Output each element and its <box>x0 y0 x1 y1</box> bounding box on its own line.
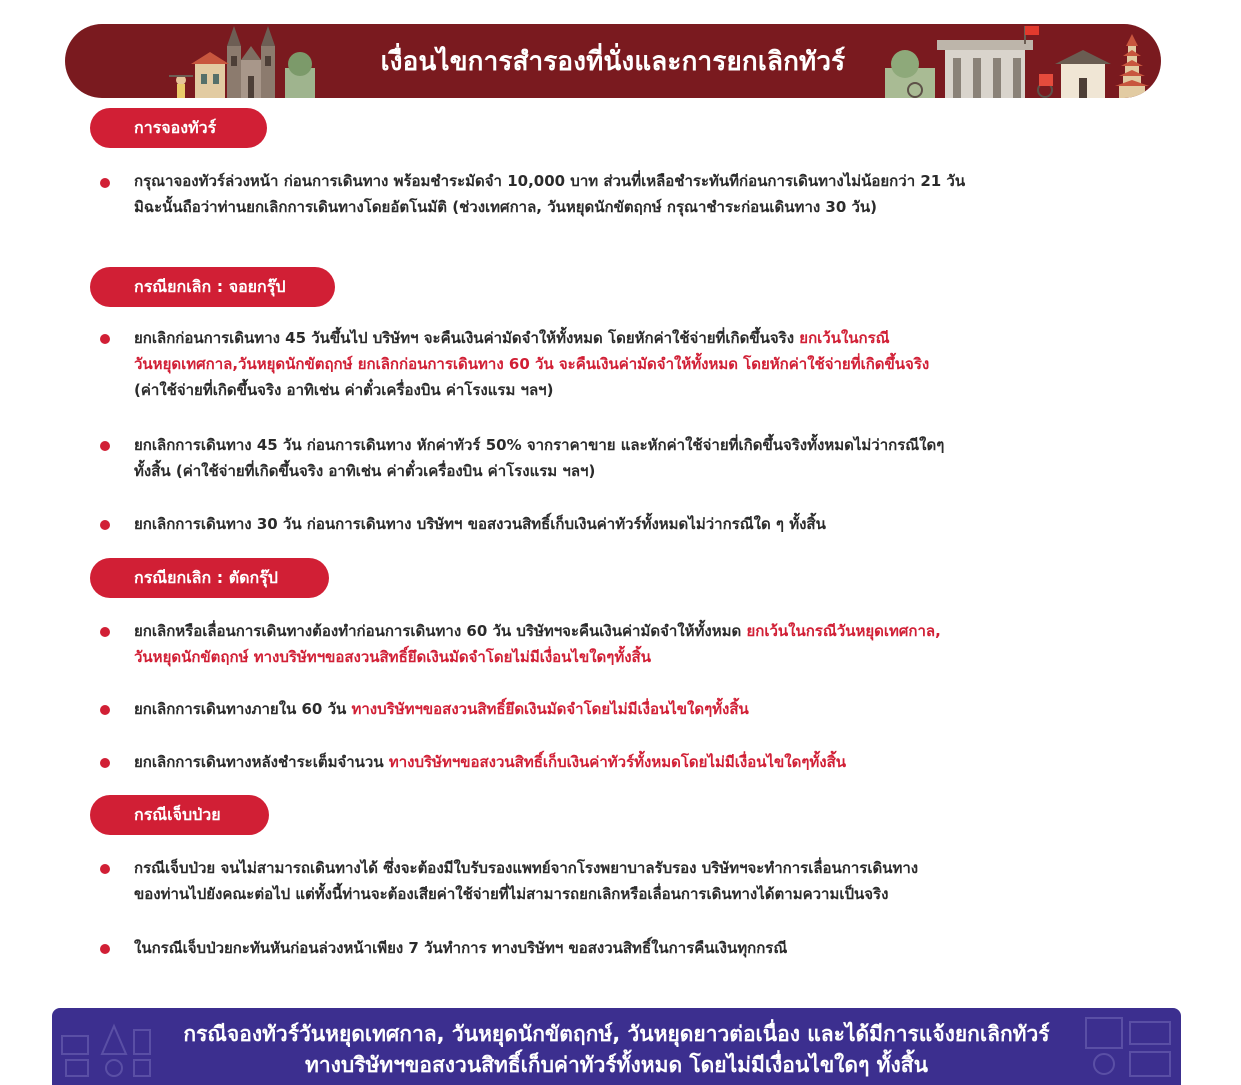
section-heading-booking: การจองทัวร์ <box>90 108 267 148</box>
bullet-icon <box>100 334 110 344</box>
list-item: ยกเลิกการเดินทาง 45 วัน ก่อนการเดินทาง หักค่าทัวร์ 50% จากราคาขาย และหักค่าใช้จ่ายที่เกิดขึ้นจริงทั้งหมดไม่ว่ากรณีใดๆ ทั้งสิ้น (ค่าใช้จ่ายที่เกิดขึ้นจริง อาทิเช่น ค่าตั๋วเครื่องบิน ค่าโรงแรม ฯลฯ) <box>100 432 1100 484</box>
page-title: เงื่อนไขการสำรองที่นั่งและการยกเลิกทัวร์ <box>380 47 846 77</box>
bullet-icon <box>100 864 110 874</box>
bullet-icon <box>100 944 110 954</box>
list-item: ยกเลิกการเดินทางหลังชำระเต็มจำนวน ทางบริษัทฯขอสงวนสิทธิ์เก็บเงินค่าทัวร์ทั้งหมดโดยไม่มีเงื่อนไขใดๆทั้งสิ้น <box>100 749 1100 775</box>
mausoleum-illustration <box>885 24 1161 98</box>
list-item: ยกเลิกการเดินทาง 30 วัน ก่อนการเดินทาง บริษัทฯ ขอสงวนสิทธิ์เก็บเงินค่าทัวร์ทั้งหมดไม่ว่ากรณีใด ๆ ทั้งสิ้น <box>100 511 1100 537</box>
section-heading-cancel-private-group: กรณียกเลิก : ตัดกรุ๊ป <box>90 558 329 598</box>
footer-notice-line-1: กรณีจองทัวร์วันหยุดเทศกาล, วันหยุดนักขัตฤกษ์, วันหยุดยาวต่อเนื่อง และได้มีการแจ้งยกเลิกทัวร์ <box>183 1022 1050 1046</box>
bullet-icon <box>100 178 110 188</box>
footer-notice-line-2: ทางบริษัทฯขอสงวนสิทธิ์เก็บค่าทัวร์ทั้งหมด โดยไม่มีเงื่อนไขใดๆ ทั้งสิ้น <box>305 1053 928 1077</box>
section-heading-illness: กรณีเจ็บป่วย <box>90 795 269 835</box>
list-item: ยกเลิกก่อนการเดินทาง 45 วันขึ้นไป บริษัทฯ จะคืนเงินค่ามัดจำให้ทั้งหมด โดยหักค่าใช้จ่ายที่เกิดขึ้นจริง ยกเว้นในกรณี วันหยุดเทศกาล,วันหยุดนักขัตฤกษ์ ยกเลิกก่อนการเดินทาง 60 วัน จะคืนเงินค่ามัดจำให้ทั้งหมด โดยหักค่าใช้จ่ายที่เกิดขึ้นจริง (ค่าใช้จ่ายที่เกิดขึ้นจริง อาทิเช่น ค่าตั๋วเครื่องบิน ค่าโรงแรม ฯลฯ) <box>100 325 1100 403</box>
list-item: ยกเลิกการเดินทางภายใน 60 วัน ทางบริษัทฯขอสงวนสิทธิ์ยึดเงินมัดจำโดยไม่มีเงื่อนไขใดๆทั้งสิ้น <box>100 696 1100 722</box>
list-item: ยกเลิกหรือเลื่อนการเดินทางต้องทำก่อนการเดินทาง 60 วัน บริษัทฯจะคืนเงินค่ามัดจำให้ทั้งหมด ยกเว้นในกรณีวันหยุดเทศกาล, วันหยุดนักขัตฤกษ์ ทางบริษัทฯขอสงวนสิทธิ์ยึดเงินมัดจำโดยไม่มีเงื่อนไขใดๆทั้งสิ้น <box>100 618 1100 670</box>
bullet-icon <box>100 520 110 530</box>
bullet-icon <box>100 705 110 715</box>
list-item: กรณีเจ็บป่วย จนไม่สามารถเดินทางได้ ซึ่งจะต้องมีใบรับรองแพทย์จากโรงพยาบาลรับรอง บริษัทฯจะทำการเลื่อนการเดินทาง ของท่านไปยังคณะต่อไป แต่ทั้งนี้ท่านจะต้องเสียค่าใช้จ่ายที่ไม่สามารถยกเลิกหรือเลื่อนการเดินทางได้ตามความเป็นจริง <box>100 855 1100 907</box>
bullet-icon <box>100 627 110 637</box>
header-banner <box>65 24 1161 98</box>
section-heading-cancel-join-group: กรณียกเลิก : จอยกรุ๊ป <box>90 267 335 307</box>
bullet-icon <box>100 441 110 451</box>
bullet-icon <box>100 758 110 768</box>
list-item: ในกรณีเจ็บป่วยกะทันหันก่อนล่วงหน้าเพียง 7 วันทำการ ทางบริษัทฯ ขอสงวนสิทธิ์ในการคืนเงินทุกกรณี <box>100 935 1100 961</box>
footer-banner <box>52 1008 1181 1085</box>
list-item: กรุณาจองทัวร์ล่วงหน้า ก่อนการเดินทาง พร้อมชำระมัดจำ 10,000 บาท ส่วนที่เหลือชำระทันทีก่อนการเดินทางไม่น้อยกว่า 21 วัน มิฉะนั้นถือว่าท่านยกเลิกการเดินทางโดยอัตโนมัติ (ช่วงเทศกาล, วันหยุดนักขัตฤกษ์ กรุณาชำระก่อนเดินทาง 30 วัน) <box>100 168 1100 220</box>
